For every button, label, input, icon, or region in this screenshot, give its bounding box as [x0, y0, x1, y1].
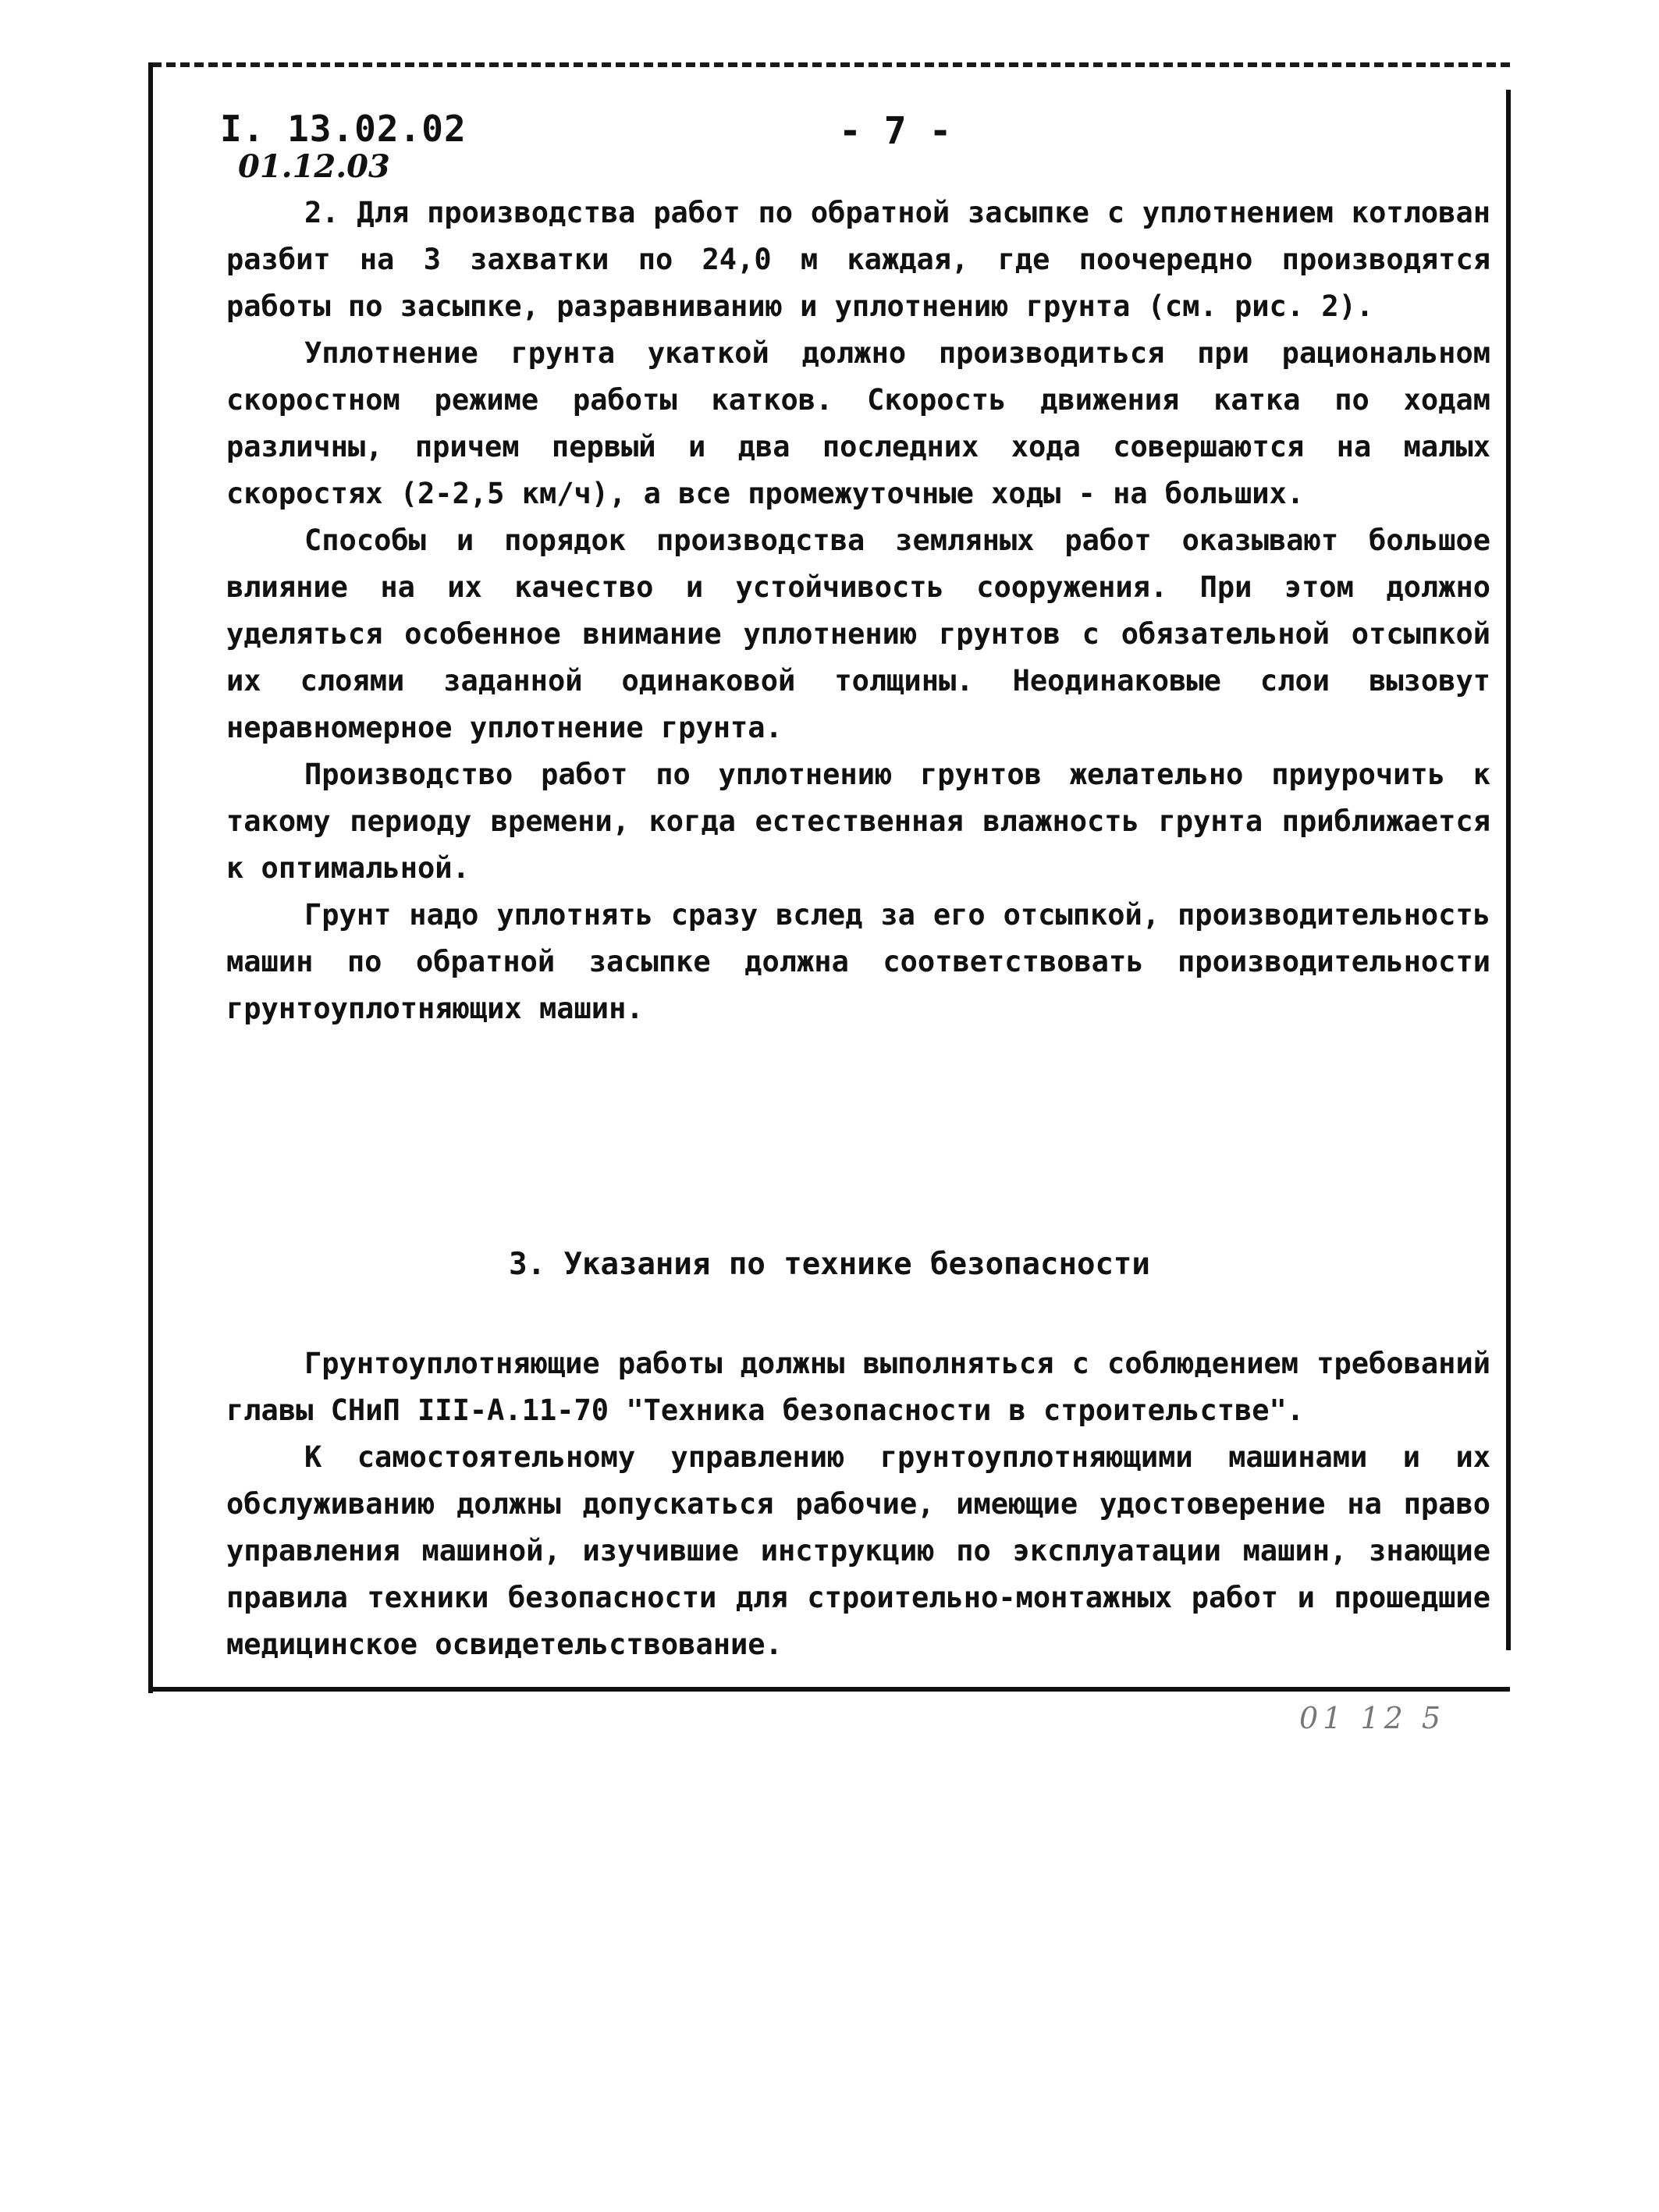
paragraph: Грунтоуплотняющие работы должны выполняться с соблюдением требований главы СНиП III-А.11-70 "Техника безопасности в строительстве". — [226, 1347, 1490, 1427]
section-2-text — [226, 190, 1490, 1032]
paragraph: Способы и порядок производства земляных работ оказывают большое влияние на их качество и устойчивость сооружения. При этом должно уделяться особенное внимание уплотнению грунтов с обязательной отсыпкой их слоями заданной одинаковой толщины. Неодинаковые слои вызовут неравномерное уплотнение грунта. — [226, 524, 1490, 744]
paragraph: Уплотнение грунта укаткой должно производиться при рациональном скоростном режиме работы катков. Скорость движения катка по ходам различны, причем первый и два последних хода совершаются на малых скоростях (2-2,5 км/ч), а все промежуточные ходы - на больших. — [226, 336, 1490, 510]
paragraph: 2. Для производства работ по обратной засыпке с уплотнением котлован разбит на 3 захватки по 24,0 м каждая, где поочередно производятся работы по засыпке, разравниванию и уплотнению грунта (см. рис. 2). — [226, 196, 1490, 323]
frame-bottom-border — [148, 1687, 1510, 1692]
document-date: 01.12.03 — [238, 148, 390, 185]
paragraph: Производство работ по уплотнению грунтов желательно приурочить к такому периоду времени, когда естественная влажность грунта приближается к оптимальной. — [226, 758, 1490, 885]
footer-stamp: 01 12 5 — [1299, 1701, 1446, 1735]
section-3-text — [226, 1340, 1490, 1668]
document-code: I. 13.02.02 — [220, 108, 467, 150]
page-number: - 7 - — [839, 109, 952, 153]
paragraph: К самостоятельному управлению грунтоуплотняющими машинами и их обслуживанию должны допускаться рабочие, имеющие удостоверение на право управления машиной, изучившие инструкцию по эксплуатации машин, знающие правила техники безопасности для строительно-монтажных работ и прошедшие медицинское освидетельствование. — [226, 1440, 1490, 1661]
frame-top-border — [152, 62, 1510, 67]
frame-right-border — [1506, 90, 1511, 1650]
paragraph: Грунт надо уплотнять сразу вслед за его отсыпкой, производительность машин по обратной засыпке должна соответствовать производительности грунтоуплотняющих машин. — [226, 898, 1490, 1025]
frame-left-border — [148, 62, 153, 1693]
section-3-heading: 3. Указания по технике безопасности — [509, 1247, 1150, 1282]
